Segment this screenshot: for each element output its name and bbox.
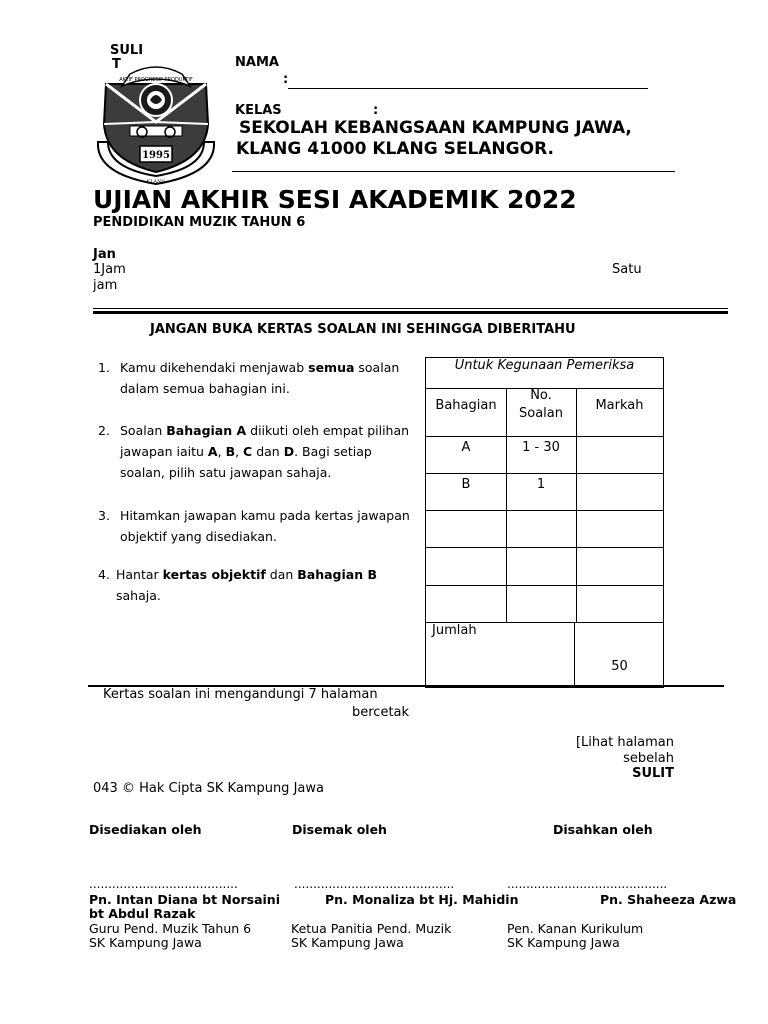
prepared-by-label: Disediakan oleh: [89, 822, 202, 837]
instruction-segment: Hitamkan jawapan kamu pada kertas jawapan objektif yang disediakan.: [120, 508, 410, 544]
duration-words: Satu: [612, 262, 642, 277]
sulit-label: SULI: [110, 43, 144, 58]
prepared-role: Guru Pend. Muzik Tahun 6: [89, 921, 252, 936]
pages-note-line2: bercetak: [352, 705, 410, 720]
checked-school: SK Kampung Jawa: [291, 935, 404, 950]
jumlah-label: Jumlah: [432, 623, 477, 638]
instruction-segment: ,: [217, 444, 226, 459]
instruction-emphasis: A: [207, 444, 218, 459]
approved-name: Pn. Shaheeza Azwa: [600, 892, 737, 907]
instruction-segment: Soalan: [120, 423, 167, 438]
instruction-segment: Kamu dikehendaki menjawab: [120, 360, 309, 375]
school-name-line1: SEKOLAH KEBANGSAAN KAMPUNG JAWA,: [239, 118, 632, 138]
instruction-number: 2.: [98, 423, 110, 438]
row-b-bahagian: B: [461, 477, 471, 492]
instruction-text: [120, 505, 410, 547]
duration-value: 1Jam: [93, 262, 126, 277]
instruction-segment: diikuti oleh empat pilihan jawapan iaitu: [120, 423, 410, 459]
instruction-segment: dan: [252, 444, 284, 459]
col-bahagian: Bahagian: [435, 398, 497, 413]
instruction-number: 3.: [98, 508, 110, 523]
instruction-emphasis: D: [283, 444, 295, 459]
col-no-line1: No.: [530, 388, 552, 403]
sulit-footer: SULIT: [632, 766, 674, 781]
col-markah: Markah: [595, 398, 644, 413]
checked-by-label: Disemak oleh: [292, 822, 387, 837]
instruction-number: 4.: [98, 567, 110, 582]
jumlah-value: 50: [611, 659, 628, 674]
instruction-segment: dan: [265, 567, 298, 582]
exam-title: UJIAN AKHIR SESI AKADEMIK 2022: [93, 185, 577, 214]
nama-label: NAMA: [235, 55, 279, 70]
copyright: 043 © Hak Cipta SK Kampung Jawa: [93, 781, 324, 796]
instruction-emphasis: kertas objektif: [162, 567, 266, 582]
examiner-table: [425, 357, 664, 688]
double-rule-bottom: [93, 311, 728, 314]
prepared-school: SK Kampung Jawa: [89, 935, 202, 950]
instruction-emphasis: Bahagian A: [166, 423, 247, 438]
exam-subject: PENDIDIKAN MUZIK TAHUN 6: [93, 215, 306, 230]
sulit-label-cut: T: [112, 57, 121, 72]
crest-year: 1995: [142, 150, 170, 161]
instruction-emphasis: semua: [308, 360, 355, 375]
instruction-segment: . Bagi setiap soalan, pilih satu jawapan sahaja.: [120, 444, 372, 480]
kelas-label: KELAS: [235, 103, 282, 118]
col-no-line2: Soalan: [519, 406, 563, 421]
school-crest-logo: [90, 64, 222, 186]
table-caption: Untuk Kegunaan Pemeriksa: [454, 358, 635, 373]
instruction-segment: sahaja.: [116, 588, 161, 603]
instruction-emphasis: C: [243, 444, 253, 459]
instruction-text: [120, 357, 410, 399]
instruction-emphasis: B: [225, 444, 236, 459]
approved-signature-line: ..........................................: [507, 877, 668, 891]
prepared-name-line1: Pn. Intan Diana bt Norsaini: [89, 892, 280, 907]
duration-label: Jan: [93, 247, 116, 262]
kelas-colon: :: [373, 103, 379, 118]
instruction-segment: Hantar: [116, 567, 163, 582]
school-name-line2: KLANG 41000 KLANG SELANGOR.: [236, 139, 554, 159]
instruction-emphasis: Bahagian B: [297, 567, 378, 582]
crest-bottom-text: KLANG: [146, 179, 166, 185]
instruction-text: [120, 420, 410, 483]
prepared-name-line2: bt Abdul Razak: [89, 906, 196, 921]
svg-text:AKTIF PROGRESIF PRODUKTIF: AKTIF PROGRESIF PRODUKTIF: [119, 77, 193, 83]
approved-school: SK Kampung Jawa: [507, 935, 620, 950]
row-a-bahagian: A: [461, 440, 471, 455]
instruction-number: 1.: [98, 360, 110, 375]
next-page-line2: sebelah: [623, 751, 674, 766]
checked-name: Pn. Monaliza bt Hj. Mahidin: [325, 892, 519, 907]
header-rule: [232, 171, 675, 172]
instruction-text: [116, 564, 406, 606]
next-page-line1: [Lihat halaman: [575, 735, 674, 750]
row-a-no: 1 - 30: [522, 440, 560, 455]
checked-role: Ketua Panitia Pend. Muzik: [291, 921, 452, 936]
pages-note-line1: Kertas soalan ini mengandungi 7 halaman: [103, 687, 378, 702]
row-b-no: 1: [536, 477, 546, 492]
instruction-segment: ,: [235, 444, 244, 459]
nama-underline: [288, 88, 648, 89]
nama-colon: :: [283, 72, 289, 87]
double-rule-top: [93, 308, 728, 309]
duration-unit: jam: [93, 278, 118, 293]
warning-text: JANGAN BUKA KERTAS SOALAN INI SEHINGGA DIBERITAHU: [150, 322, 576, 337]
prepared-signature-line: .......................................: [89, 877, 238, 891]
checked-signature-line: ..........................................: [294, 877, 455, 891]
approved-by-label: Disahkan oleh: [553, 822, 653, 837]
approved-role: Pen. Kanan Kurikulum: [507, 921, 644, 936]
instruction-segment: soalan dalam semua bahagian ini.: [120, 360, 400, 396]
